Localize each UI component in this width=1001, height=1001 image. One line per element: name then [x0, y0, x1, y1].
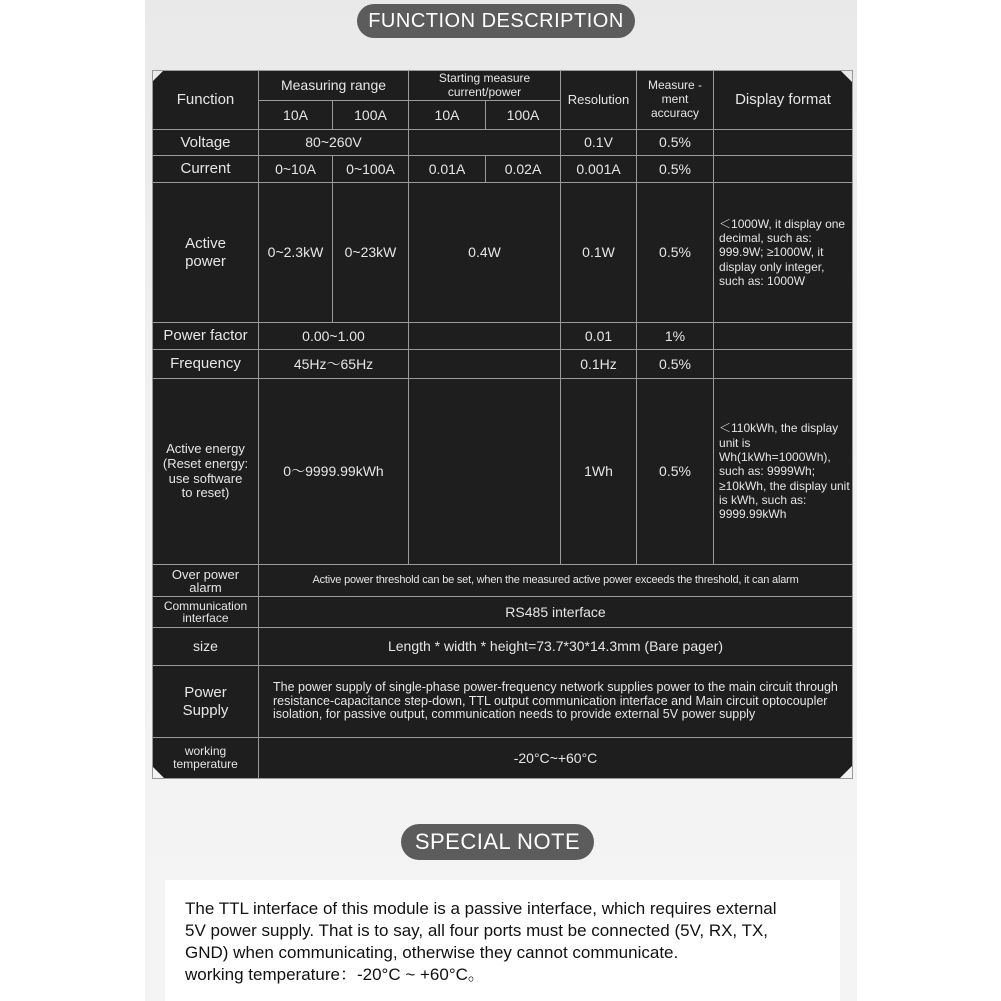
current-accuracy: 0.5% — [637, 156, 714, 183]
note-line-2: 5V power supply. That is to say, all four ports must be connected (5V, RX, TX, — [185, 921, 769, 940]
current-start-100a: 0.02A — [486, 156, 561, 183]
active-power-label — [153, 183, 259, 323]
power-factor-accuracy: 1% — [637, 323, 714, 350]
active-energy-label-line2: (Reset energy: — [162, 455, 249, 471]
current-range-100a: 0~100A — [333, 156, 409, 183]
communication-label-line2: interface — [182, 611, 229, 625]
note-line-1: The TTL interface of this module is a passive interface, which requires external — [185, 899, 777, 918]
active-energy-display: ＜110kWh, the display unit is Wh(1kWh=1000Wh), such as: 9999Wh; ≥10kWh, the display unit is kWh, such as: 9999.99kWh — [714, 379, 853, 565]
over-power-label — [153, 565, 259, 597]
power-factor-range: 0.00~1.00 — [259, 323, 409, 350]
frequency-accuracy: 0.5% — [637, 350, 714, 379]
active-power-range-10a: 0~2.3kW — [259, 183, 333, 323]
header-measuring-range: Measuring range — [259, 71, 409, 101]
over-power-label-line2: alarm — [189, 579, 222, 595]
current-label: Current — [153, 156, 259, 183]
working-temp-label — [153, 738, 259, 779]
power-factor-resolution: 0.01 — [561, 323, 637, 350]
power-factor-start — [409, 323, 561, 350]
frequency-resolution: 0.1Hz — [561, 350, 637, 379]
communication-label-line1: Communication — [163, 599, 248, 613]
header-start-100a: 100A — [486, 101, 561, 130]
over-power-text: Active power threshold can be set, when the measured active power exceeds the threshold, it can alarm — [259, 565, 853, 597]
active-power-start: 0.4W — [409, 183, 561, 323]
active-power-accuracy: 0.5% — [637, 183, 714, 323]
spec-table — [152, 70, 853, 779]
power-supply-label-line1: Power — [184, 684, 227, 702]
header-function: Function — [153, 71, 259, 130]
header-accuracy: Measure -ment accuracy — [637, 71, 714, 130]
note-line-3: GND) when communicating, otherwise they cannot communicate. — [185, 943, 679, 962]
active-power-display: ＜1000W, it display one decimal, such as: 999.9W; ≥1000W, it display only integer, such as: 1000W — [714, 183, 853, 323]
power-factor-display — [714, 323, 853, 350]
frequency-start — [409, 350, 561, 379]
header-display-format: Display format — [714, 71, 853, 130]
active-power-range-100a: 0~23kW — [333, 183, 409, 323]
header-starting-measure: Starting measure current/power — [409, 71, 561, 101]
active-power-label-line2: power — [185, 252, 226, 270]
frequency-range: 45Hz～65Hz — [259, 350, 409, 379]
header-resolution: Resolution — [561, 71, 637, 130]
current-range-10a: 0~10A — [259, 156, 333, 183]
voltage-accuracy: 0.5% — [637, 130, 714, 156]
power-supply-label-line2: Supply — [182, 701, 229, 719]
header-range-10a: 10A — [259, 101, 333, 130]
active-energy-label-line1: Active energy — [166, 440, 245, 456]
header-start-10a: 10A — [409, 101, 486, 130]
voltage-start — [409, 130, 561, 156]
active-energy-range: 0～9999.99kWh — [259, 379, 409, 565]
active-energy-label — [153, 379, 259, 565]
communication-label — [153, 597, 259, 628]
size-label: size — [153, 628, 259, 666]
frequency-display — [714, 350, 853, 379]
communication-text: RS485 interface — [259, 597, 853, 628]
frequency-label: Frequency — [153, 350, 259, 379]
note-line-4: working temperature：-20°C ~ +60°C。 — [185, 965, 485, 984]
active-power-resolution: 0.1W — [561, 183, 637, 323]
active-energy-start — [409, 379, 561, 565]
function-description-heading: FUNCTION DESCRIPTION — [357, 4, 635, 38]
size-text: Length * width * height=73.7*30*14.3mm (Bare pager) — [259, 628, 853, 666]
active-energy-label-line3: use software — [168, 470, 243, 486]
working-temp-text: -20°C~+60°C — [259, 738, 853, 779]
active-energy-resolution: 1Wh — [561, 379, 637, 565]
active-energy-accuracy: 0.5% — [637, 379, 714, 565]
special-note-text — [185, 898, 825, 986]
special-note-heading: SPECIAL NOTE — [401, 824, 594, 860]
current-start-10a: 0.01A — [409, 156, 486, 183]
voltage-resolution: 0.1V — [561, 130, 637, 156]
power-supply-label — [153, 666, 259, 738]
voltage-range: 80~260V — [259, 130, 409, 156]
special-note-box — [165, 880, 840, 1001]
working-temp-label-line1: working — [184, 743, 227, 758]
voltage-label: Voltage — [153, 130, 259, 156]
power-factor-label: Power factor — [153, 323, 259, 350]
active-power-label-line1: Active — [185, 235, 226, 253]
power-supply-text: The power supply of single-phase power-frequency network supplies power to the main circuit through resistance-capacitance step-down, TTL output communication interface and Main circuit optocoupler isolation, for passive output, communication needs to provide external 5V power supply — [259, 666, 853, 738]
current-resolution: 0.001A — [561, 156, 637, 183]
voltage-display — [714, 130, 853, 156]
working-temp-label-line2: temperature — [173, 757, 238, 771]
over-power-label-line1: Over power — [171, 566, 240, 582]
header-range-100a: 100A — [333, 101, 409, 130]
current-display — [714, 156, 853, 183]
active-energy-label-line4: to reset) — [181, 485, 230, 501]
